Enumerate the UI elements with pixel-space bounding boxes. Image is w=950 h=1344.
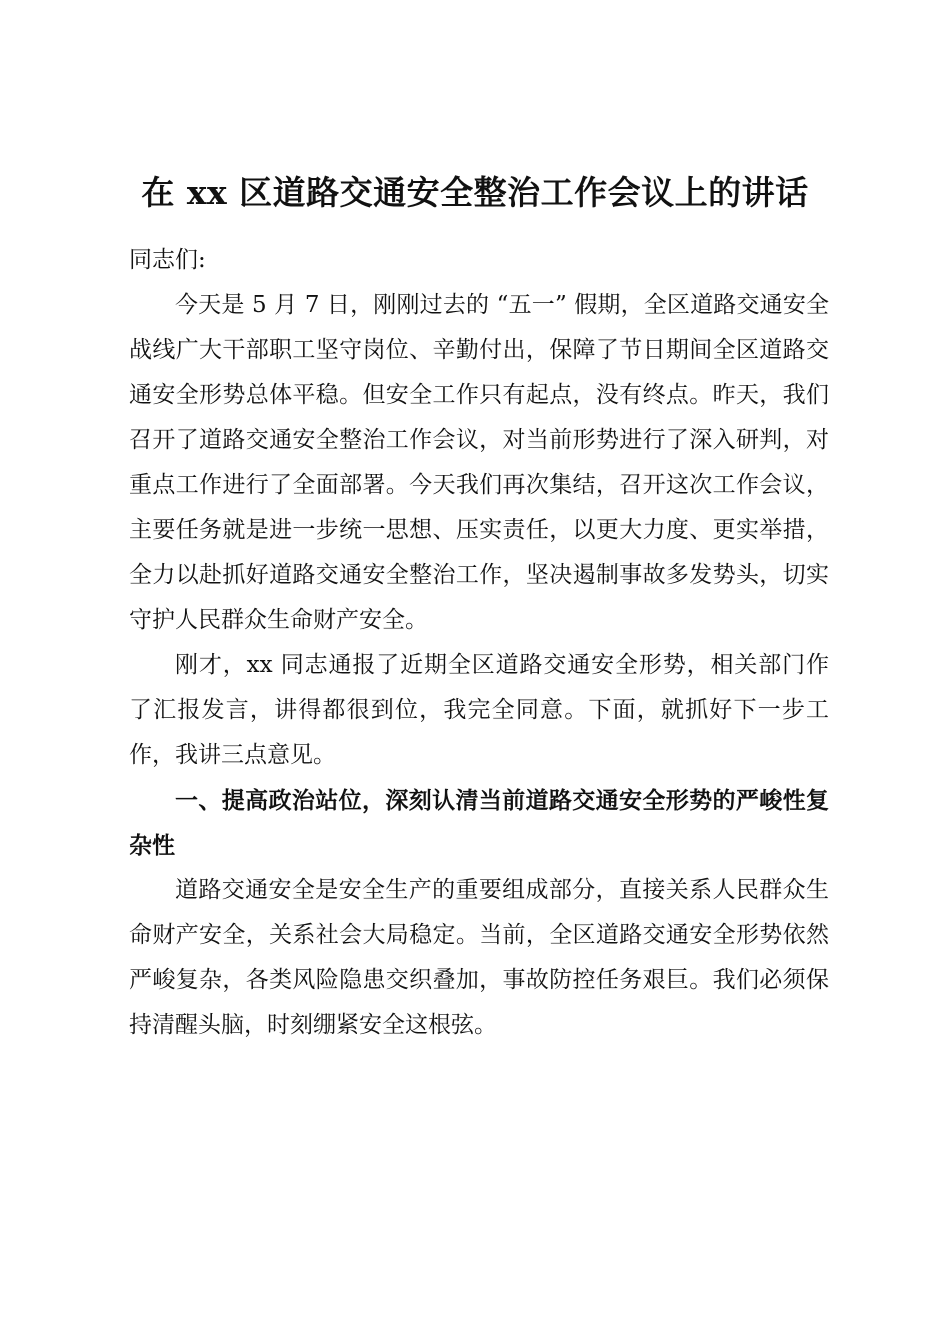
- salutation: 同志们:: [129, 247, 206, 273]
- paragraph-opening: 今天是 5 月 7 日，刚刚过去的 “五一” 假期，全区道路交通安全战线广大干部职工坚守岗位、辛勤付出，保障了节日期间全区道路交通安全形势总体平稳。但安全工作只有起点，没有终点。昨天，我们召开了道路交通安全整治工作会议，对当前形势进行了深入研判，对重点工作进行了全面部署。今天我们再次集结，召开这次工作会议，主要任务就是进一步统一思想、压实责任，以更大力度、更实举措，全力以赴抓好道路交通安全整治工作，坚决遏制事故多发势头，切实守护人民群众生命财产安全。: [129, 292, 829, 633]
- paragraph-agenda: 刚才，xx 同志通报了近期全区道路交通安全形势，相关部门作了汇报发言，讲得都很到位，我完全同意。下面，就抓好下一步工作，我讲三点意见。: [129, 652, 829, 768]
- section-heading-1: 一、提高政治站位，深刻认清当前道路交通安全形势的严峻性复杂性: [129, 787, 829, 859]
- document-title: 在 xx 区道路交通安全整治工作会议上的讲话: [141, 173, 809, 212]
- section-1-paragraph: 道路交通安全是安全生产的重要组成部分，直接关系人民群众生命财产安全，关系社会大局稳定。当前，全区道路交通安全形势依然严峻复杂，各类风险隐患交织叠加，事故防控任务艰巨。我们必须保持清醒头脑，时刻绷紧安全这根弦。: [129, 877, 829, 1038]
- document-body: [129, 238, 829, 1048]
